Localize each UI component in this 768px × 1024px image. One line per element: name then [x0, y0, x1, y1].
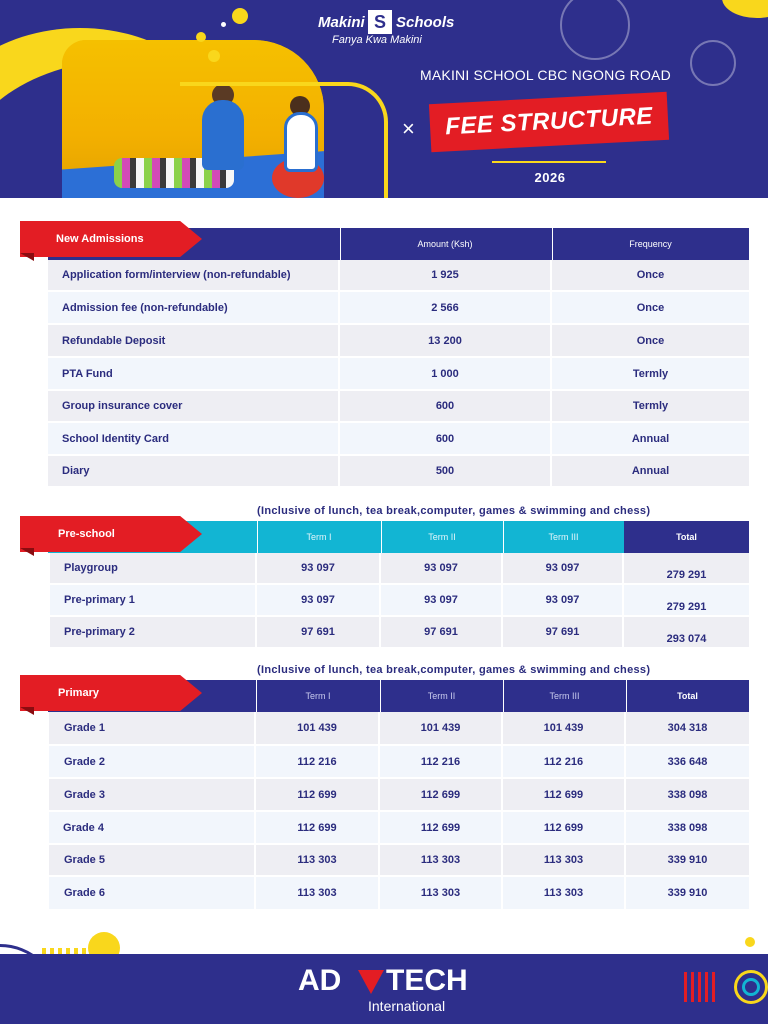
header-divider — [626, 680, 627, 712]
table-row — [49, 877, 749, 909]
table-row — [49, 845, 749, 877]
row-frequency: Once — [636, 269, 665, 281]
inclusions-note: (Inclusive of lunch, tea break,computer, games & swimming and chess) — [257, 505, 651, 517]
yellow-dot-decoration — [208, 50, 220, 62]
table-row — [48, 325, 749, 358]
row-term-3: 113 303 — [503, 845, 626, 875]
column-header-total: Total — [677, 691, 698, 701]
year-divider — [492, 161, 606, 163]
row-term-3: 112 699 — [503, 779, 626, 810]
column-header-frequency: Frequency — [629, 239, 672, 249]
table-row — [48, 358, 749, 391]
row-label: Grade 5 — [49, 845, 256, 875]
year-label: 2026 — [534, 170, 566, 185]
row-term-1: 112 699 — [256, 779, 380, 810]
header-divider — [552, 228, 553, 260]
row-term-2: 93 097 — [381, 585, 503, 615]
row-total: 338 098 — [667, 788, 708, 801]
row-frequency: Annual — [631, 465, 670, 477]
advtech-logo — [298, 964, 468, 1020]
row-amount: 600 — [340, 391, 552, 421]
table-row — [49, 746, 749, 779]
table-row — [50, 553, 749, 585]
ring-decoration — [560, 0, 630, 60]
row-term-1: 112 699 — [256, 812, 380, 843]
row-term-2: 113 303 — [380, 845, 503, 875]
v-mark-icon — [358, 970, 384, 994]
row-frequency: Once — [636, 334, 665, 347]
header-divider — [256, 680, 257, 712]
row-label: PTA Fund — [48, 358, 340, 389]
school-name: MAKINI SCHOOL CBC NGONG ROAD — [420, 67, 671, 83]
row-label: Group insurance cover — [48, 391, 340, 421]
table-row — [48, 391, 749, 423]
row-term-3: 93 097 — [503, 553, 624, 583]
row-term-2: 112 699 — [380, 812, 503, 843]
table-row — [50, 617, 749, 649]
inclusions-note: (Inclusive of lunch, tea break,computer, games & swimming and chess) — [257, 664, 651, 676]
row-term-2: 101 439 — [380, 712, 503, 744]
row-term-1: 101 439 — [256, 712, 380, 744]
header-divider — [503, 521, 504, 553]
row-amount: 13 200 — [340, 325, 552, 356]
row-label: Pre-primary 2 — [50, 617, 257, 647]
ribbon-pre-school — [20, 516, 202, 552]
row-frequency: Termly — [632, 367, 669, 380]
column-header-term-2: Term II — [428, 532, 456, 542]
row-term-1: 113 303 — [256, 845, 380, 875]
row-label: Playgroup — [50, 553, 257, 583]
row-term-2: 93 097 — [381, 553, 503, 583]
row-term-2: 97 691 — [381, 617, 503, 647]
row-label: Grade 3 — [49, 779, 256, 810]
row-term-3: 112 699 — [503, 812, 626, 843]
photo-outline-decoration — [180, 82, 388, 198]
row-label: Diary — [48, 456, 340, 486]
row-total: 293 074 — [666, 633, 707, 645]
row-total: 336 648 — [667, 755, 708, 768]
yellow-dot-decoration — [742, 934, 758, 950]
header-divider — [340, 228, 341, 260]
row-term-3: 112 216 — [503, 746, 626, 777]
row-frequency: Termly — [632, 400, 669, 412]
row-label: School Identity Card — [48, 423, 340, 454]
white-dot-decoration — [221, 22, 226, 27]
column-header-total: Total — [624, 521, 749, 553]
row-total: 279 291 — [666, 569, 707, 581]
row-frequency: Annual — [631, 432, 670, 445]
row-label: Grade 2 — [49, 746, 256, 777]
row-total: 339 910 — [667, 854, 708, 866]
row-total: 338 098 — [667, 821, 708, 834]
row-total: 279 291 — [666, 601, 707, 613]
title-banner — [429, 92, 669, 152]
row-label: Grade 6 — [49, 877, 256, 909]
ribbon-new-admissions — [20, 221, 202, 257]
column-header-amount: Amount (Ksh) — [417, 239, 473, 249]
column-header-term-1: Term I — [305, 691, 331, 701]
row-frequency: Once — [636, 301, 665, 314]
table-row — [48, 260, 749, 292]
row-label: Grade 1 — [49, 712, 256, 744]
row-amount: 500 — [340, 456, 552, 486]
row-label: Admission fee (non-refundable) — [48, 292, 340, 323]
brand-subtitle: International — [368, 998, 446, 1014]
ribbon-label: Pre-school — [58, 528, 115, 540]
row-amount: 1 000 — [340, 358, 552, 389]
row-term-1: 93 097 — [257, 585, 381, 615]
column-header-term-3: Term III — [549, 691, 580, 701]
ribbon-label: Primary — [58, 687, 99, 699]
ribbon-label: New Admissions — [56, 233, 144, 245]
header-divider — [381, 521, 382, 553]
header-divider — [503, 680, 504, 712]
row-term-3: 101 439 — [503, 712, 626, 744]
table-row — [50, 585, 749, 617]
column-header-term-3: Term III — [548, 532, 579, 542]
header-divider — [257, 521, 258, 553]
row-term-3: 93 097 — [503, 585, 624, 615]
row-label: Pre-primary 1 — [50, 585, 257, 615]
ring-decoration — [690, 40, 736, 86]
row-total: 304 318 — [667, 722, 708, 734]
table-row — [49, 779, 749, 812]
times-icon: × — [402, 116, 415, 141]
header-divider — [380, 680, 381, 712]
row-label: Refundable Deposit — [48, 325, 340, 356]
column-header-term-2: Term II — [427, 691, 456, 701]
row-label: Grade 4 — [49, 812, 256, 843]
row-term-2: 113 303 — [380, 877, 503, 909]
logo-tagline: Fanya Kwa Makini — [332, 34, 422, 46]
logo-mark: S — [368, 10, 392, 34]
row-term-1: 112 216 — [256, 746, 380, 777]
row-amount: 1 925 — [340, 260, 552, 290]
yellow-corner-decoration — [722, 0, 768, 18]
table-row — [48, 292, 749, 325]
table-row — [48, 423, 749, 456]
row-label: Application form/interview (non-refundable) — [48, 260, 340, 290]
makini-logo — [318, 6, 458, 46]
logo-word-left: Makini — [318, 14, 365, 31]
table-row — [49, 812, 749, 845]
logo-word-right: Schools — [396, 14, 455, 31]
spiral-decoration — [742, 978, 760, 996]
row-total: 339 910 — [667, 887, 708, 899]
table-row — [48, 456, 749, 488]
row-amount: 2 566 — [340, 292, 552, 323]
yellow-dot-decoration — [232, 8, 248, 24]
page-title: FEE STRUCTURE — [444, 102, 654, 141]
yellow-dot-decoration — [196, 32, 206, 42]
row-term-2: 112 216 — [380, 746, 503, 777]
footer-bar — [0, 954, 768, 1024]
header-banner — [0, 0, 768, 198]
ribbon-primary — [20, 675, 202, 711]
row-term-1: 97 691 — [257, 617, 381, 647]
grid-decoration — [684, 972, 718, 1002]
row-term-3: 113 303 — [503, 877, 626, 909]
table-row — [49, 712, 749, 746]
brand-text-tech: TECH — [386, 964, 468, 997]
row-term-2: 112 699 — [380, 779, 503, 810]
brand-text-ad: AD — [298, 964, 342, 997]
row-term-3: 97 691 — [503, 617, 624, 647]
row-term-1: 113 303 — [256, 877, 380, 909]
column-header-term-1: Term I — [306, 532, 332, 542]
row-term-1: 93 097 — [257, 553, 381, 583]
row-amount: 600 — [340, 423, 552, 454]
footer-decoration-right — [660, 930, 768, 1024]
